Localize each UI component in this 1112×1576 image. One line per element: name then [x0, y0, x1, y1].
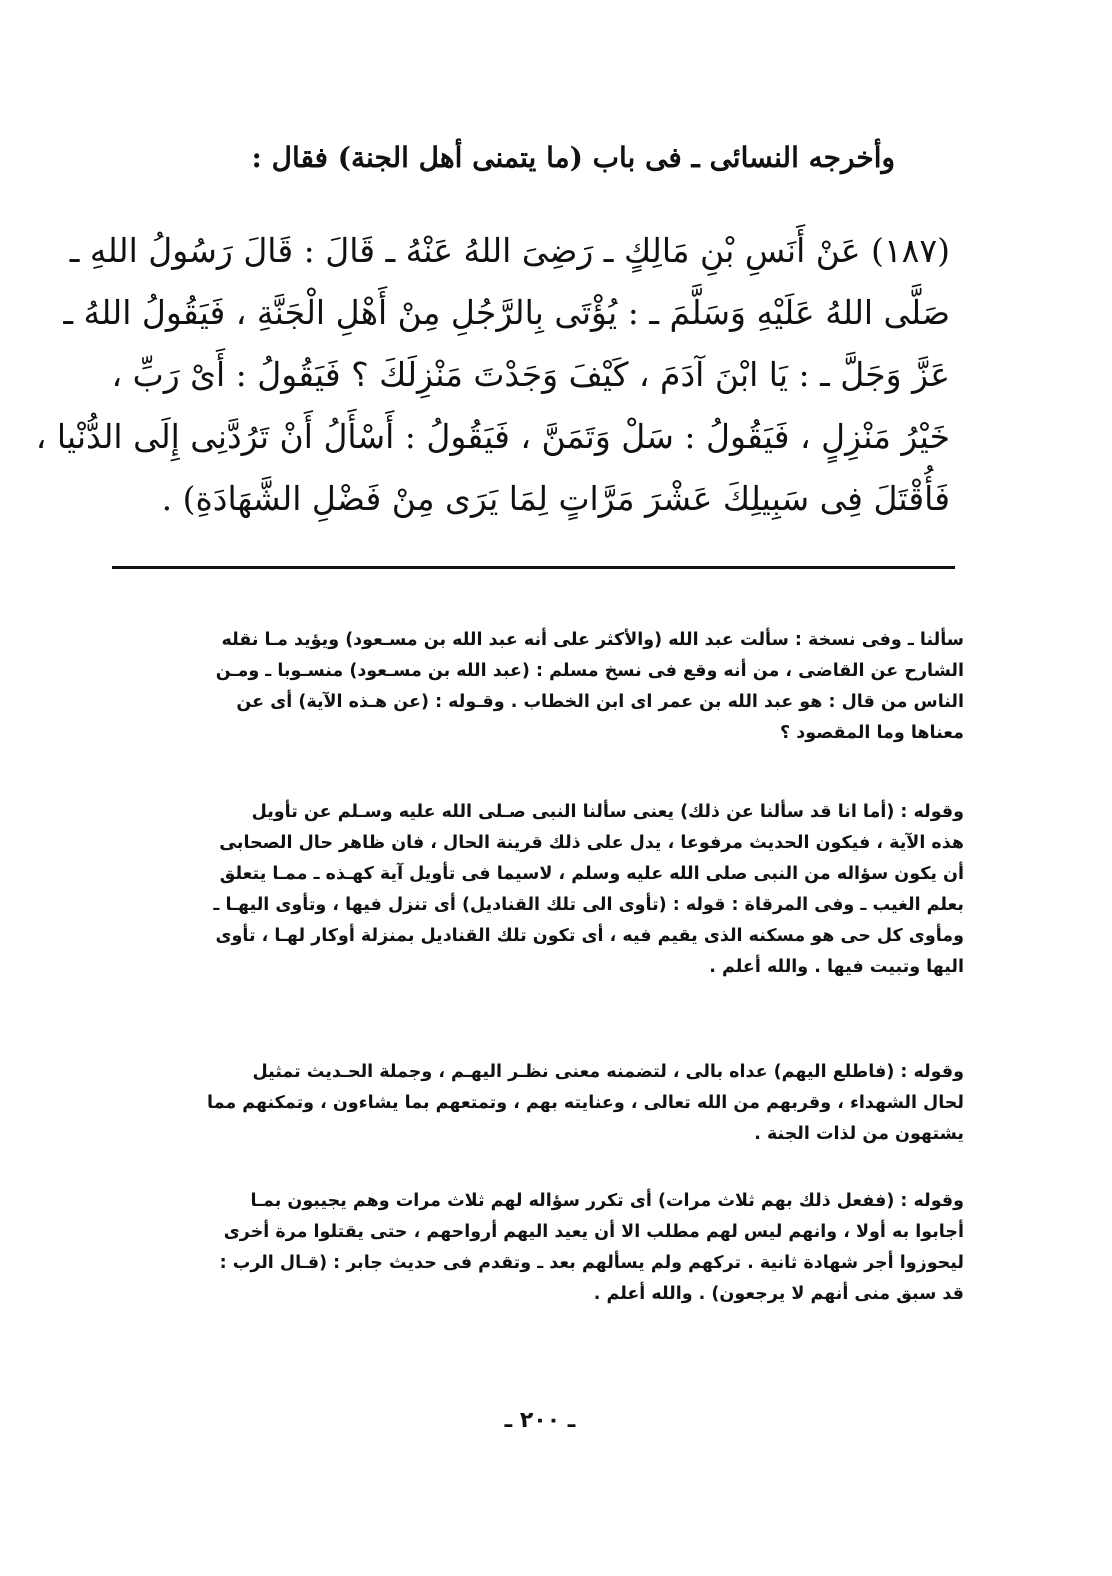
commentary-line: لحال الشهداء ، وقربهم من الله تعالى ، وعنايته بهم ، وتمتعهم بما يشاءون ، وتمكنهم مما [207, 1093, 964, 1113]
page-number: ـ ٢٠٠ ـ [504, 1408, 576, 1433]
commentary-line: الناس من قال : هو عبد الله بن عمر اى ابن الخطاب . وقـوله : (عن هـذه الآية) أى عن [236, 692, 964, 712]
commentary-line: هذه الآية ، فيكون الحديث مرفوعا ، يدل على ذلك قرينة الحال ، فان ظاهر حال الصحابى [219, 833, 964, 853]
commentary-line: ومأوى كل حى هو مسكنه الذى يقيم فيه ، أى تكون تلك القناديل بمنزلة أوكار لهـا ، تأوى [215, 926, 964, 946]
commentary-line: سألنا ـ وفى نسخة : سألت عبد الله (والأكثر على أنه عبد الله بن مسـعود) ويؤيد مـا نقله [221, 630, 964, 650]
hadith-line: (١٨٧) عَنْ أَنَسِ بْنِ مَالِكٍ ـ رَضِىَ اللهُ عَنْهُ ـ قَالَ : قَالَ رَسُولُ اللهِ ـ [69, 231, 950, 270]
commentary-paragraph-3 [114, 1057, 964, 1150]
commentary-line: أجابوا به أولا ، وانهم ليس لهم مطلب الا أن يعيد اليهم أرواحهم ، حتى يقتلوا مرة أخرى [223, 1222, 964, 1242]
commentary-line: ليحوزوا أجر شهادة ثانية . تركهم ولم يسألهم بعد ـ وتقدم فى حديث جابر : (قـال الرب : [219, 1253, 964, 1273]
commentary-line: الشارح عن القاضى ، من أنه وقع فى نسخ مسلم : (عبد الله بن مسـعود) منسـوبا ـ ومـن [215, 661, 964, 681]
commentary-line: اليها وتبيت فيها . والله أعلم . [709, 957, 964, 977]
commentary-paragraph-1 [114, 625, 964, 749]
commentary-line: وقوله : (ففعل ذلك بهم ثلاث مرات) أى تكرر سؤاله لهم ثلاث مرات وهم يجيبون بمـا [250, 1191, 964, 1211]
commentary-line: وقوله : (فاطلع اليهم) عداه بالى ، لتضمنه معنى نظـر اليهـم ، وجملة الحـديث تمثيل [252, 1062, 964, 1082]
hadith-text [35, 220, 950, 530]
commentary-line: بعلم الغيب ـ وفى المرقاة : قوله : (تأوى الى تلك القناديل) أى تنزل فيها ، وتأوى اليهـا ـ [213, 895, 964, 915]
commentary-line: معناها وما المقصود ؟ [780, 723, 964, 743]
commentary-line: أن يكون سؤاله من النبى صلى الله عليه وسلم ، لاسيما فى تأويل آية كهـذه ـ ممـا يتعلق [219, 864, 964, 884]
commentary-line: قد سبق منى أنهم لا يرجعون) . والله أعلم . [593, 1284, 964, 1304]
commentary-paragraph-2 [114, 797, 964, 983]
commentary-line: وقوله : (أما انا قد سألنا عن ذلك) يعنى سألنا النبى صـلى الله عليه وسـلم عن تأويل [251, 802, 964, 822]
hadith-line: عَزَّ وَجَلَّ ـ : يَا ابْنَ آدَمَ ، كَيْفَ وَجَدْتَ مَنْزِلَكَ ؟ فَيَقُولُ : أَىْ رَبِّ ، [111, 355, 950, 394]
commentary-line: يشتهون من لذات الجنة . [754, 1124, 964, 1144]
commentary-paragraph-4 [114, 1186, 964, 1310]
hadith-intro: وأخرجه النسائى ـ فى باب (ما يتمنى أهل الجنة) فقال : [251, 141, 895, 174]
hadith-line: خَيْرُ مَنْزِلٍ ، فَيَقُولُ : سَلْ وَتَمَنَّ ، فَيَقُولُ : أَسْأَلُ أَنْ تَرُدَّنِى إِلَى الدُّنْيا ، [35, 417, 950, 456]
footnote-divider [112, 566, 955, 569]
hadith-line: فَأُقْتَلَ فِى سَبِيلِكَ عَشْرَ مَرَّاتٍ لِمَا يَرَى مِنْ فَضْلِ الشَّهَادَةِ) . [161, 479, 950, 518]
hadith-line: صَلَّى اللهُ عَلَيْهِ وَسَلَّمَ ـ : يُؤْتَى بِالرَّجُلِ مِنْ أَهْلِ الْجَنَّةِ ، فَيَقُولُ اللهُ ـ [63, 293, 950, 332]
